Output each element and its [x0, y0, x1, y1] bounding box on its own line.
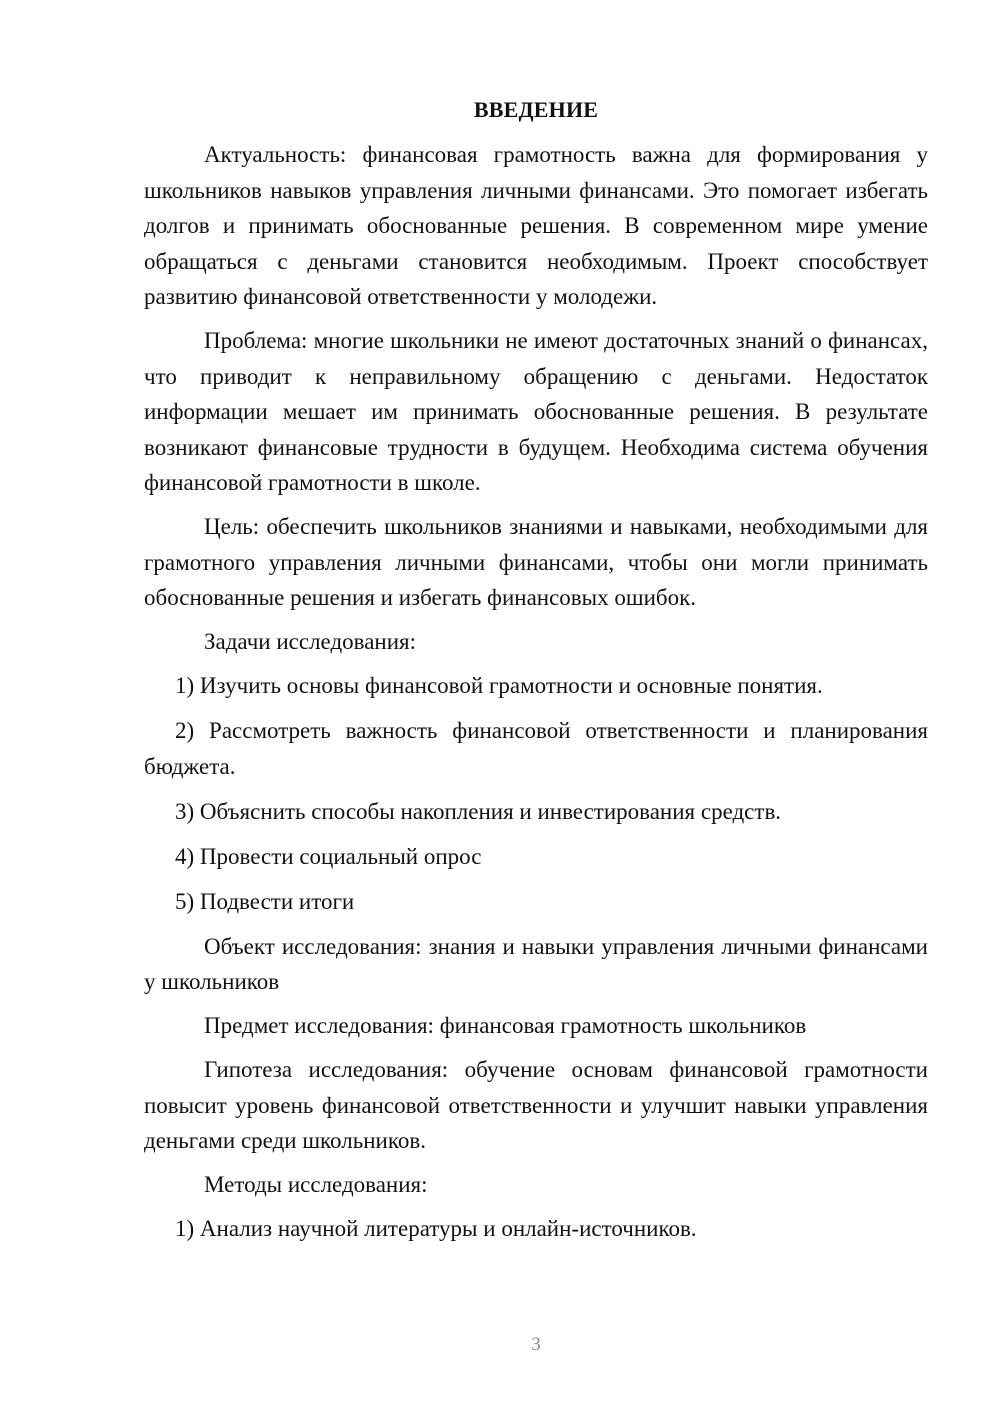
- method-item-1: 1) Анализ научной литературы и онлайн-источников.: [175, 1216, 697, 1241]
- goal-paragraph: Цель: обеспечить школьников знаниями и навыками, необходимыми для грамотного управления личными финансами, чтобы они могли принимать обоснованные решения и избегать финансовых ошибок.: [144, 514, 928, 610]
- section-heading: ВВЕДЕНИЕ: [473, 97, 599, 122]
- task-item-3: 3) Объяснить способы накопления и инвестирования средств.: [175, 798, 782, 824]
- task-item-5: 5) Подвести итоги: [175, 888, 355, 914]
- tasks-title: Задачи исследования:: [204, 629, 417, 654]
- task-item-2: 2) Рассмотреть важность финансовой ответственности и планирования бюджета.: [144, 718, 928, 779]
- relevance-paragraph: Актуальность: финансовая грамотность важна для формирования у школьников навыков управления личными финансами. Это помогает избегать долгов и принимать обоснованные решения. В современном мире умение обращаться с деньгами становится необходимым. Проект способствует развитию финансовой ответственности у молодежи.: [144, 142, 928, 309]
- problem-paragraph: Проблема: многие школьники не имеют достаточных знаний о финансах, что приводит к неправильному обращению с деньгами. Недостаток информации мешает им принимать обоснованные решения. В результате возникают финансовые трудности в будущем. Необходима система обучения финансовой грамотности в школе.: [144, 328, 928, 495]
- task-item-4: 4) Провести социальный опрос: [175, 843, 482, 869]
- subject-paragraph: Предмет исследования: финансовая грамотность школьников: [204, 1013, 807, 1038]
- task-item-1: 1) Изучить основы финансовой грамотности и основные понятия.: [175, 673, 823, 698]
- hypothesis-paragraph: Гипотеза исследования: обучение основам финансовой грамотности повысит уровень финансовой ответственности и улучшит навыки управления деньгами среди школьников.: [144, 1057, 928, 1153]
- page-content: [144, 95, 928, 1256]
- methods-title: Методы исследования:: [204, 1172, 428, 1197]
- object-paragraph: Объект исследования: знания и навыки управления личными финансами у школьников: [144, 933, 928, 994]
- page-number: 3: [531, 1334, 541, 1355]
